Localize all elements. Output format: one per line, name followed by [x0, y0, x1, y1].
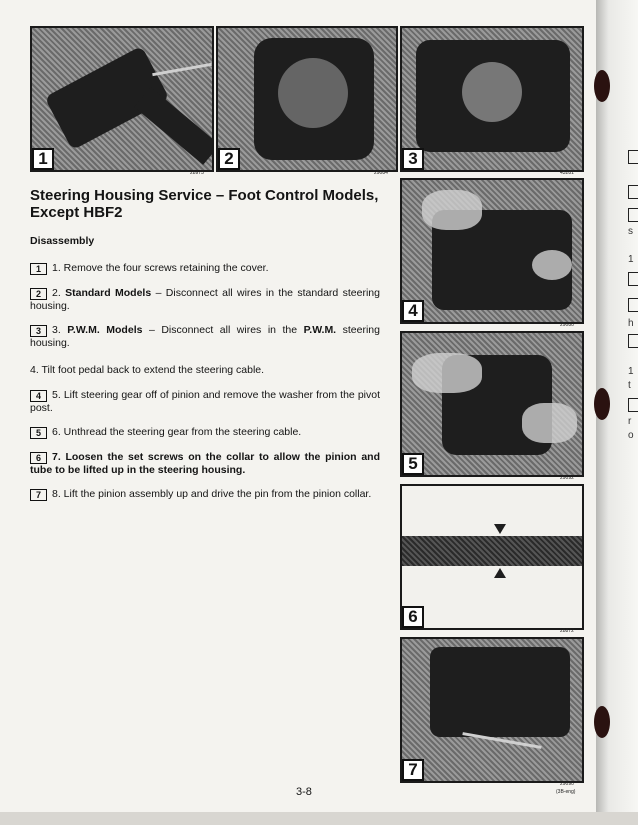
step-text: 5. Lift steering gear off of pinion and remove the washer from the pivot post. — [30, 389, 380, 414]
figure-5-code: 29092 — [560, 475, 574, 481]
edge-fragment-box — [628, 150, 638, 164]
figure-4-label: 4 — [402, 300, 424, 322]
figure-ref-box: 3 — [30, 325, 47, 337]
figure-6-code: 28872 — [560, 628, 574, 634]
figure-ref-box: 7 — [30, 489, 47, 501]
edge-fragment-box — [628, 272, 638, 286]
step-text: 7. Loosen the set screws on the collar to allow the pinion and tube to be lifted up in the steering housing. — [30, 451, 380, 476]
page-number: 3-8 — [296, 786, 312, 798]
figure-2-label: 2 — [218, 148, 240, 170]
figure-5-label: 5 — [402, 453, 424, 475]
edge-fragment-box — [628, 334, 638, 348]
figure-4-code: 29080 — [560, 322, 574, 328]
step-2 — [30, 287, 380, 313]
step-text: – Disconnect all wires in the standard steering housing. — [30, 287, 380, 312]
figure-ref-box: 1 — [30, 263, 47, 275]
figure-ref-box: 6 — [30, 452, 47, 464]
edge-fragment-letter: o — [628, 430, 634, 441]
figure-2-code: 29084 — [374, 170, 388, 176]
binder-hole — [594, 70, 610, 102]
edge-fragment-box — [628, 185, 638, 199]
step-text: 1. Remove the four screws retaining the cover. — [52, 262, 269, 274]
scan-bottom-edge — [0, 812, 638, 825]
edge-fragment-letter: 1 — [628, 366, 634, 377]
edge-fragment-letter: t — [628, 380, 631, 391]
figure-5-photo — [400, 331, 584, 477]
edge-fragment-letter: h — [628, 318, 634, 329]
step-model-name: Standard Models — [65, 287, 152, 299]
figure-1-label: 1 — [32, 148, 54, 170]
figure-6-label: 6 — [402, 606, 424, 628]
binder-hole — [594, 706, 610, 738]
step-text: 6. Unthread the steering gear from the steering cable. — [52, 426, 302, 438]
figure-2-photo — [216, 26, 398, 172]
step-prefix: 2. — [52, 287, 66, 299]
step-7 — [30, 451, 380, 477]
step-text-2: steering housing. — [30, 324, 380, 349]
step-model-name-2: P.W.M. — [303, 324, 337, 336]
figure-1-photo — [30, 26, 214, 172]
figure-6-photo — [400, 484, 584, 630]
figure-4-photo — [400, 178, 584, 324]
step-5 — [30, 389, 380, 415]
subheading: Disassembly — [30, 235, 95, 247]
step-text: – Disconnect all wires in the — [142, 324, 304, 336]
section-title: Steering Housing Service – Foot Control Models, Except HBF2 — [30, 187, 379, 221]
edge-fragment-letter: s — [628, 226, 633, 237]
step-1 — [30, 262, 380, 275]
edge-fragment-box — [628, 298, 638, 312]
figure-ref-box: 4 — [30, 390, 47, 402]
step-text: 8. Lift the pinion assembly up and drive the pin from the pinion collar. — [52, 488, 372, 500]
edge-fragment-letter: 1 — [628, 254, 634, 265]
figure-3-code: 43281 — [560, 170, 574, 176]
figure-3-photo — [400, 26, 584, 172]
figure-ref-box: 5 — [30, 427, 47, 439]
corner-code: (3B-eng) — [556, 789, 576, 795]
edge-fragment-box — [628, 398, 638, 412]
figure-3-label: 3 — [402, 148, 424, 170]
step-model-name: P.W.M. Models — [67, 324, 143, 336]
step-3 — [30, 324, 380, 350]
step-8 — [30, 488, 380, 501]
step-text: 4. Tilt foot pedal back to extend the steering cable. — [30, 364, 265, 376]
edge-fragment-letter: r — [628, 416, 632, 427]
figure-ref-box: 2 — [30, 288, 47, 300]
edge-fragment-box — [628, 208, 638, 222]
step-6 — [30, 426, 380, 439]
binder-hole — [594, 388, 610, 420]
figure-7-code: 29090 — [560, 781, 574, 787]
step-prefix: 3. — [52, 324, 68, 336]
figure-7-label: 7 — [402, 759, 424, 781]
step-4 — [30, 364, 380, 377]
figure-7-photo — [400, 637, 584, 783]
figure-1-code: 28973 — [190, 170, 204, 176]
